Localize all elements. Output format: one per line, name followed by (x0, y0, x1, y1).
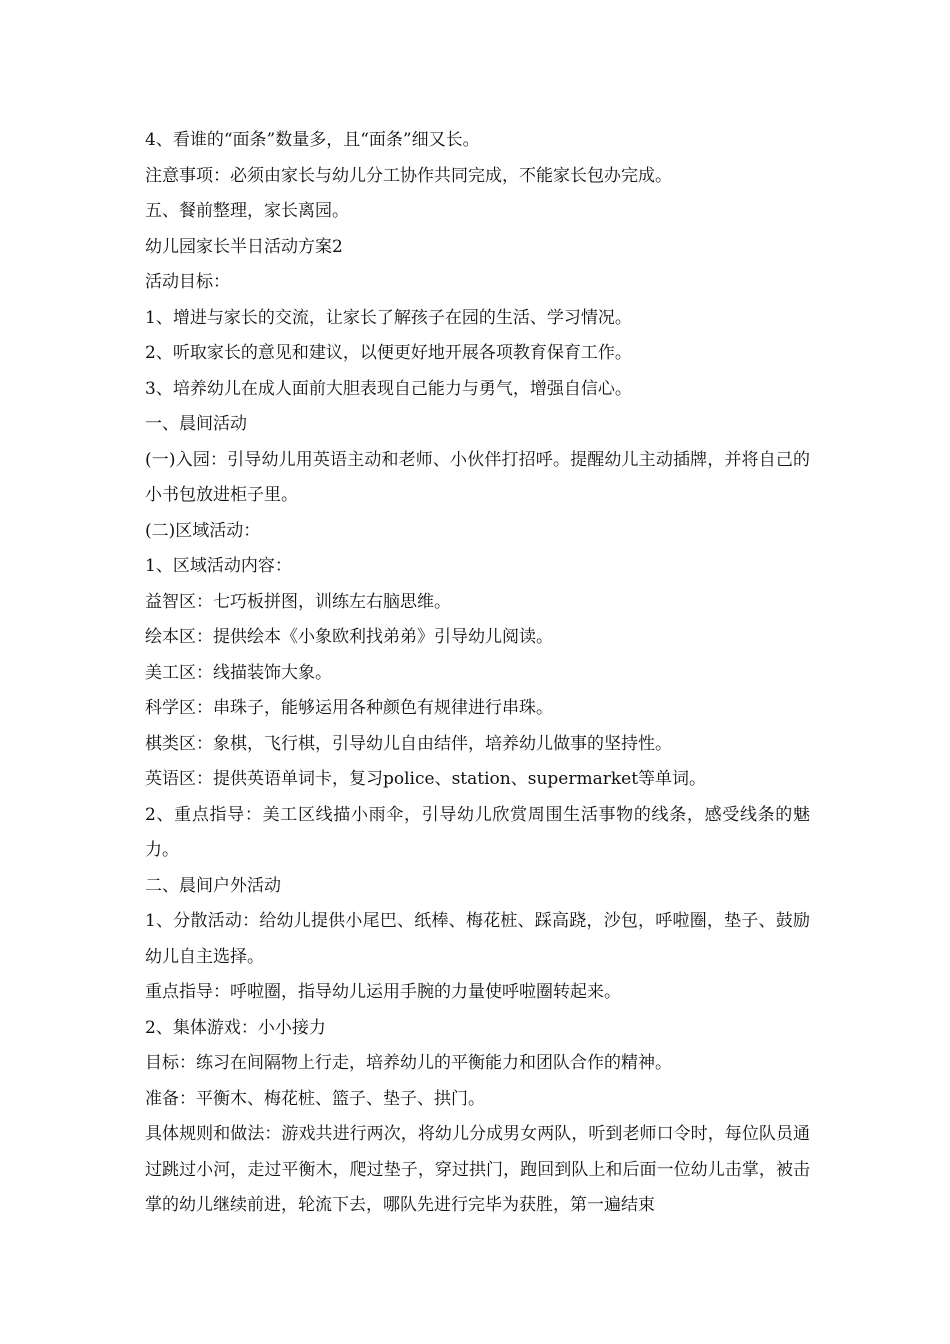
paragraph: 1、分散活动：给幼儿提供小尾巴、纸棒、梅花桩、踩高跷，沙包，呼啦圈，垫子、鼓励幼儿自主选择。 (145, 911, 810, 967)
paragraph: 绘本区：提供绘本《小象欧利找弟弟》引导幼儿阅读。 (145, 627, 553, 647)
paragraph: 2、集体游戏：小小接力 (145, 1017, 326, 1038)
section-heading: 二、晨间户外活动 (145, 875, 281, 896)
paragraph: 英语区：提供英语单词卡，复习police、station、supermarket等单词。 (145, 769, 707, 789)
paragraph: 重点指导：呼啦圈，指导幼儿运用手腕的力量使呼啦圈转起来。 (145, 982, 621, 1002)
paragraph: 具体规则和做法：游戏共进行两次，将幼儿分成男女两队，听到老师口令时，每位队员通过跳过小河，走过平衡木，爬过垫子，穿过拱门，跑回到队上和后面一位幼儿击掌，被击掌的幼儿继续前进，轮流下去，哪队先进行完毕为获胜，第一遍结束 (145, 1124, 810, 1215)
paragraph: 目标：练习在间隔物上行走，培养幼儿的平衡能力和团队合作的精神。 (145, 1053, 672, 1073)
paragraph: 4、看谁的“面条”数量多，且“面条”细又长。 (145, 130, 480, 150)
paragraph: 2、听取家长的意见和建议，以便更好地开展各项教育保育工作。 (145, 343, 632, 363)
paragraph: 益智区：七巧板拼图，训练左右脑思维。 (145, 591, 451, 612)
paragraph: 注意事项：必须由家长与幼儿分工协作共同完成，不能家长包办完成。 (145, 165, 672, 186)
paragraph: 科学区：串珠子，能够运用各种颜色有规律进行串珠。 (145, 698, 553, 718)
paragraph: 棋类区：象棋，飞行棋，引导幼儿自由结伴，培养幼儿做事的坚持性。 (145, 733, 672, 754)
document-title: 幼儿园家长半日活动方案2 (145, 236, 343, 257)
paragraph: 3、培养幼儿在成人面前大胆表现自己能力与勇气，增强自信心。 (145, 378, 632, 399)
section-heading: (二)区域活动： (145, 520, 261, 541)
section-heading: 五、餐前整理，家长离园。 (145, 201, 349, 221)
paragraph: 美工区：线描装饰大象。 (145, 662, 332, 683)
section-heading: 一、晨间活动 (145, 414, 247, 434)
paragraph: 1、区域活动内容： (145, 556, 292, 576)
paragraph: 2、重点指导：美工区线描小雨伞，引导幼儿欣赏周围生活事物的线条，感受线条的魅力。 (145, 804, 810, 860)
section-heading: 活动目标： (145, 272, 230, 292)
document-page (145, 123, 810, 1224)
paragraph: (一)入园：引导幼儿用英语主动和老师、小伙伴打招呼。提醒幼儿主动插牌，并将自己的小书包放进柜子里。 (145, 449, 810, 505)
paragraph: 准备：平衡木、梅花桩、篮子、垫子、拱门。 (145, 1088, 485, 1109)
paragraph: 1、增进与家长的交流，让家长了解孩子在园的生活、学习情况。 (145, 307, 632, 328)
